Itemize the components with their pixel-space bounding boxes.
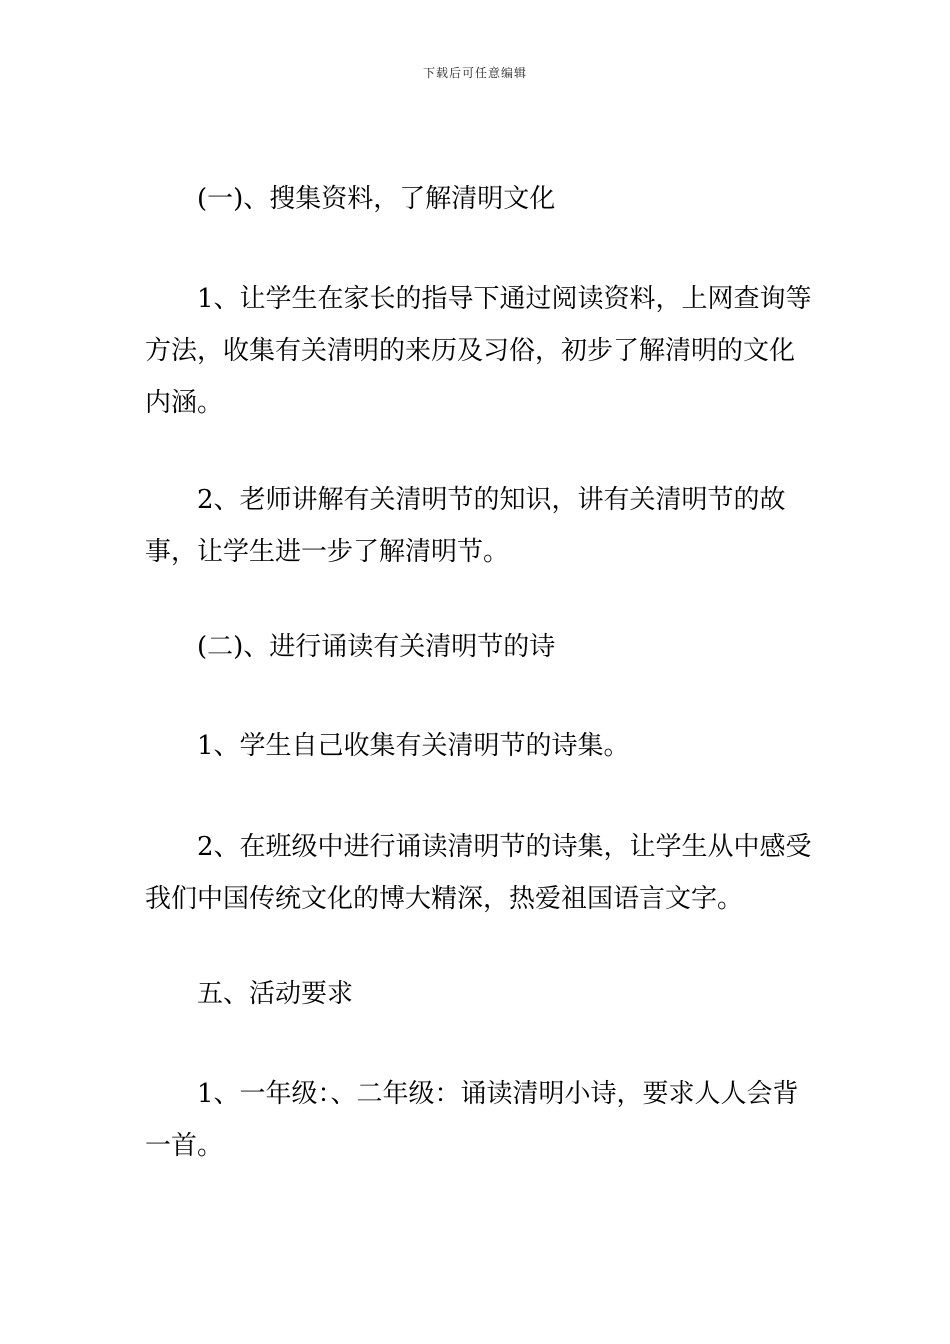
page-header-note: 下载后可任意编辑 (422, 66, 527, 80)
paragraph-2: 2、老师讲解有关清明节的知识，讲有关清明节的故事，让学生进一步了解清明节。 (145, 485, 786, 567)
section-heading-1: (一)、搜集资料，了解清明文化 (197, 184, 556, 214)
paragraph-4: 2、在班级中进行诵读清明节的诗集，让学生从中感受我们中国传统文化的博大精深，热爱祖国语言文字。 (145, 832, 812, 914)
section-heading-2: (二)、进行诵读有关清明节的诗 (197, 632, 556, 662)
paragraph-3: 1、学生自己收集有关清明节的诗集。 (197, 731, 630, 761)
paragraph-5: 1、一年级：、二年级：诵读清明小诗，要求人人会背一首。 (145, 1079, 799, 1161)
paragraph-1: 1、让学生在家长的指导下通过阅读资料，上网查询等方法，收集有关清明的来历及习俗，初步了解清明的文化内涵。 (145, 284, 812, 418)
section-heading-3: 五、活动要求 (197, 979, 354, 1009)
